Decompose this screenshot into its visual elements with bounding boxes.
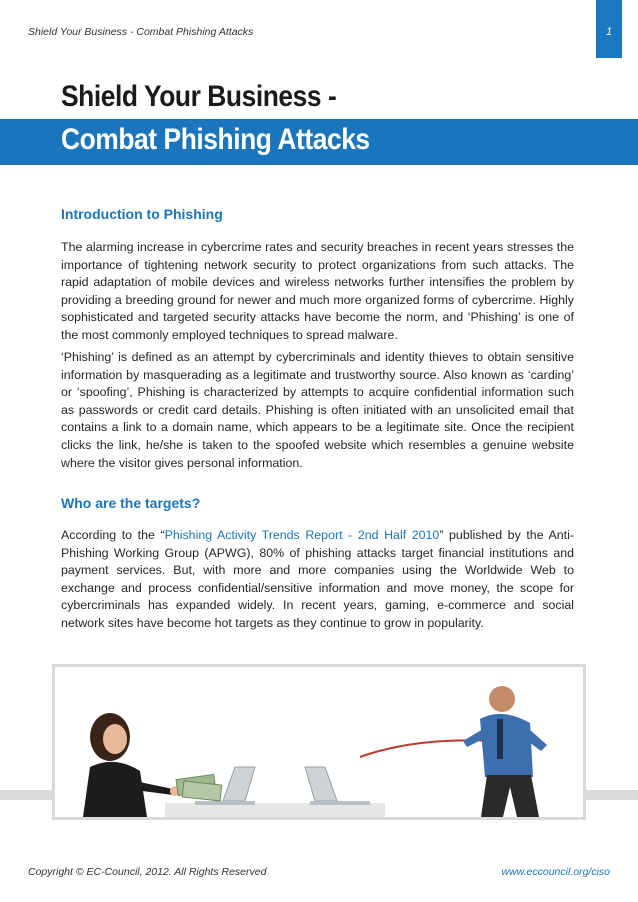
footer-copyright: Copyright © EC-Council, 2012. All Rights Reserved [28,866,267,878]
apwg-report-link[interactable]: Phishing Activity Trends Report - 2nd Half 2010 [164,528,440,542]
phishing-illustration-art [55,667,583,817]
page-title-line1: Shield Your Business - [61,80,337,113]
targets-paragraph [61,527,574,633]
intro-paragraph-2: ‘Phishing’ is defined as an attempt by cybercriminals and identity thieves to obtain sensitive information by masquerading as a legitimate and trustworthy source. Also known as ‘carding’ or ‘spoofing’, Phishing is characterized by attempts to acquire confidential information such as passwords or credit card details. Phishing is often initiated with an unsolicited email that contains a link to a domain name, which appears to be a legitimate site. Once the recipient clicks the link, he/she is taken to the spoofed website which resembles a genuine website where the visitor gives personal information. [61,350,574,470]
page-title-line2: Combat Phishing Attacks [61,123,370,156]
section-heading-targets: Who are the targets? [61,495,201,511]
targets-text-before: According to the “ [61,528,165,542]
phishing-illustration [52,664,586,820]
woman-figure-icon [83,713,180,817]
intro-paragraph-1: The alarming increase in cybercrime rates and security breaches in recent years stresses the importance of tightening network security to protect organizations from such attacks. The rapid adaptation of mobile devices and wireless networks further intensifies the problem by providing a breeding ground for newer and much more organized forms of cybercrime. Highly sophisticated and targeted security attacks have become the norm, and ‘Phishing’ is one of the most commonly employed techniques to spread malware. [61,240,574,342]
man-figure-icon [463,686,547,817]
targets-text-after: ” published by the Anti-Phishing Working Group (APWG), 80% of phishing attacks target financial institutions and payment services. But, with more and more companies using the Worldwide Web to exchange and process confidential/sensitive information and move money, the scope for cybercriminals has expanded widely. In recent years, gaming, e-commerce and social network sites have become hot targets as they continue to grow in popularity. [61,528,574,630]
footer-url-link[interactable]: www.eccouncil.org/ciso [501,866,610,878]
money-icon [176,774,222,801]
frame-bar-left [0,790,52,800]
page-number-tab: 1 [596,0,622,58]
frame-bar-right [586,790,638,800]
laptop-right-icon [305,767,370,805]
running-header: Shield Your Business - Combat Phishing Attacks [28,26,254,38]
section-heading-intro: Introduction to Phishing [61,206,223,222]
